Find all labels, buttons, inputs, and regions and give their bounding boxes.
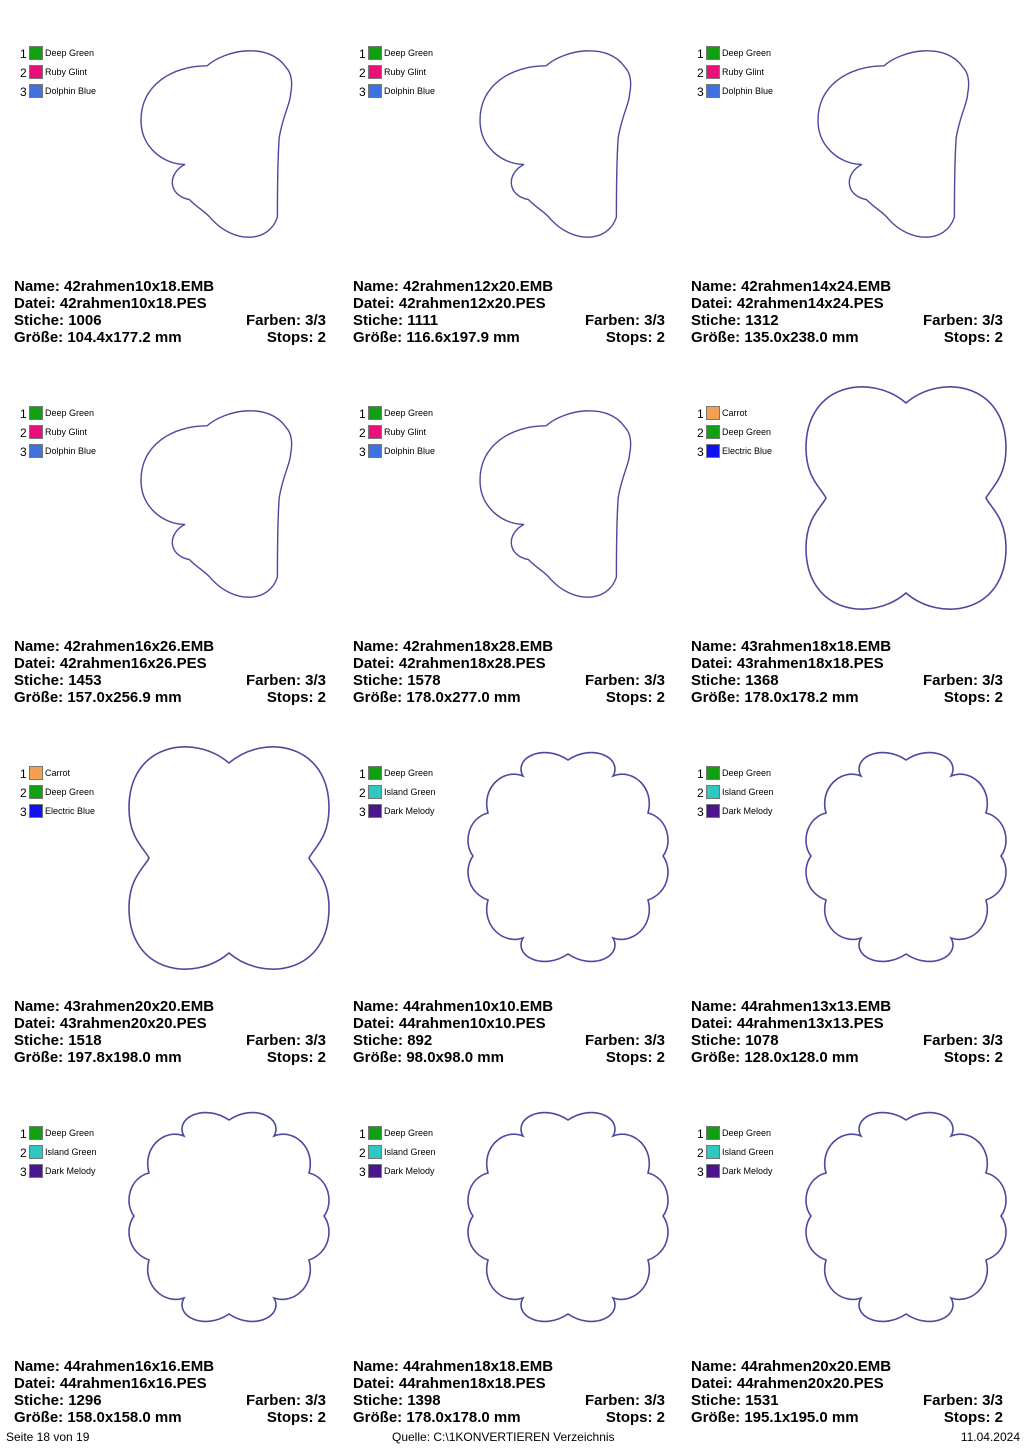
stitch-count: 892	[407, 1032, 433, 1049]
stops-label: Stops:	[266, 329, 314, 346]
design-size: 158.0x158.0 mm	[67, 1409, 182, 1426]
cloud-shape-outline	[791, 18, 1021, 258]
stitches-label: Stiche:	[691, 1032, 742, 1049]
color-swatch	[29, 406, 43, 420]
design-card	[353, 18, 683, 368]
thread-color-name: Island Green	[45, 1147, 97, 1157]
thread-color-name: Deep Green	[45, 787, 95, 797]
design-info	[691, 638, 1003, 706]
stops-label: Stops:	[943, 1049, 991, 1066]
file-label: Datei:	[14, 295, 56, 312]
color-index: 2	[359, 1146, 366, 1160]
color-index: 2	[20, 426, 27, 440]
name-label: Name:	[353, 998, 399, 1015]
quatrefoil-shape-outline	[114, 738, 344, 978]
colors-count: 3/3	[982, 1032, 1003, 1049]
thread-color-name: Dolphin Blue	[384, 446, 436, 456]
stops-label: Stops:	[605, 329, 653, 346]
design-name: 44rahmen13x13.EMB	[741, 998, 892, 1015]
design-name: 44rahmen10x10.EMB	[403, 998, 554, 1015]
thread-color-name: Carrot	[45, 768, 71, 778]
color-swatch	[368, 65, 382, 79]
quatrefoil-shape-outline	[791, 378, 1021, 618]
color-swatch	[368, 804, 382, 818]
cloud-shape-outline	[453, 18, 683, 258]
stitches-label: Stiche:	[691, 672, 742, 689]
thread-color-name: Deep Green	[384, 48, 434, 58]
color-swatch	[368, 46, 382, 60]
stitches-label: Stiche:	[14, 672, 65, 689]
thread-color-name: Ruby Glint	[384, 67, 427, 77]
color-swatch	[29, 46, 43, 60]
design-name: 42rahmen14x24.EMB	[741, 278, 892, 295]
thread-color-name: Dolphin Blue	[722, 86, 774, 96]
color-swatch	[706, 1164, 720, 1178]
design-file: 44rahmen18x18.PES	[398, 1375, 546, 1392]
design-card	[14, 378, 344, 728]
color-index: 3	[359, 1165, 366, 1179]
design-name: 43rahmen18x18.EMB	[741, 638, 892, 655]
color-index: 2	[697, 66, 704, 80]
design-info	[14, 1358, 326, 1426]
color-index: 3	[20, 1165, 27, 1179]
stops-count: 2	[656, 1409, 665, 1426]
stops-label: Stops:	[943, 329, 991, 346]
name-label: Name:	[14, 998, 60, 1015]
file-label: Datei:	[353, 295, 395, 312]
stitches-label: Stiche:	[353, 1392, 404, 1409]
file-label: Datei:	[353, 1015, 395, 1032]
color-index: 3	[20, 805, 27, 819]
stops-count: 2	[994, 689, 1003, 706]
stitches-label: Stiche:	[353, 1032, 404, 1049]
design-size: 178.0x178.0 mm	[406, 1409, 521, 1426]
stops-label: Stops:	[266, 689, 314, 706]
name-label: Name:	[353, 278, 399, 295]
stitch-count: 1453	[68, 672, 102, 689]
thread-color-name: Island Green	[384, 1147, 436, 1157]
color-index: 1	[20, 407, 27, 421]
stitches-label: Stiche:	[14, 1032, 65, 1049]
design-size: 197.8x198.0 mm	[67, 1049, 182, 1066]
color-index: 3	[697, 85, 704, 99]
thread-color-name: Dark Melody	[722, 1166, 773, 1176]
thread-color-name: Dark Melody	[384, 1166, 435, 1176]
thread-color-name: Deep Green	[384, 768, 434, 778]
colors-label: Farben:	[922, 672, 978, 689]
thread-color-name: Deep Green	[45, 48, 95, 58]
thread-color-name: Ruby Glint	[45, 427, 88, 437]
stitch-count: 1078	[745, 1032, 779, 1049]
colors-count: 3/3	[982, 672, 1003, 689]
color-swatch	[706, 1126, 720, 1140]
design-card	[353, 1098, 683, 1448]
color-swatch	[29, 785, 43, 799]
file-label: Datei:	[353, 655, 395, 672]
colors-count: 3/3	[644, 1032, 665, 1049]
design-name: 44rahmen16x16.EMB	[64, 1358, 215, 1375]
stops-count: 2	[994, 1049, 1003, 1066]
stops-count: 2	[317, 1409, 326, 1426]
thread-color-name: Dolphin Blue	[45, 86, 97, 96]
page-footer	[0, 1428, 1024, 1446]
page-number: Seite 18 von 19	[6, 1430, 90, 1444]
color-index: 2	[20, 1146, 27, 1160]
color-swatch	[706, 84, 720, 98]
file-label: Datei:	[14, 1015, 56, 1032]
stitches-label: Stiche:	[353, 672, 404, 689]
stops-label: Stops:	[943, 1409, 991, 1426]
color-swatch	[706, 65, 720, 79]
design-card	[14, 738, 344, 1088]
color-swatch	[29, 84, 43, 98]
colors-count: 3/3	[305, 1392, 326, 1409]
color-index: 3	[697, 445, 704, 459]
stitch-count: 1006	[68, 312, 102, 329]
stops-count: 2	[317, 1049, 326, 1066]
scalloped-flower-outline	[791, 1098, 1021, 1338]
cloud-shape-outline	[114, 18, 344, 258]
source-path: Quelle: C:\1KONVERTIEREN Verzeichnis	[392, 1430, 615, 1444]
stops-label: Stops:	[266, 1049, 314, 1066]
color-index: 1	[20, 767, 27, 781]
color-index: 2	[359, 786, 366, 800]
size-label: Größe:	[691, 329, 741, 346]
design-info	[691, 278, 1003, 346]
print-date: 11.04.2024	[960, 1430, 1020, 1444]
name-label: Name:	[691, 1358, 737, 1375]
colors-label: Farben:	[584, 1032, 640, 1049]
file-label: Datei:	[691, 295, 733, 312]
size-label: Größe:	[14, 1049, 64, 1066]
design-file: 42rahmen14x24.PES	[736, 295, 884, 312]
colors-count: 3/3	[982, 312, 1003, 329]
color-swatch	[706, 425, 720, 439]
file-label: Datei:	[353, 1375, 395, 1392]
design-size: 157.0x256.9 mm	[67, 689, 182, 706]
design-file: 43rahmen18x18.PES	[736, 655, 884, 672]
design-file: 42rahmen16x26.PES	[59, 655, 207, 672]
color-index: 2	[697, 1146, 704, 1160]
color-swatch	[29, 444, 43, 458]
color-swatch	[368, 84, 382, 98]
thread-color-name: Deep Green	[722, 48, 772, 58]
design-card	[14, 1098, 344, 1448]
stops-count: 2	[317, 329, 326, 346]
color-swatch	[29, 1145, 43, 1159]
color-swatch	[368, 785, 382, 799]
stitch-count: 1518	[68, 1032, 102, 1049]
color-swatch	[706, 46, 720, 60]
colors-count: 3/3	[305, 672, 326, 689]
thread-color-name: Deep Green	[722, 768, 772, 778]
design-name: 43rahmen20x20.EMB	[64, 998, 215, 1015]
thread-color-name: Ruby Glint	[722, 67, 765, 77]
design-file: 44rahmen10x10.PES	[398, 1015, 546, 1032]
colors-label: Farben:	[245, 1032, 301, 1049]
color-index: 1	[359, 1127, 366, 1141]
design-card	[691, 1098, 1021, 1448]
stops-label: Stops:	[266, 1409, 314, 1426]
color-index: 1	[20, 47, 27, 61]
color-index: 1	[697, 407, 704, 421]
design-file: 42rahmen10x18.PES	[59, 295, 207, 312]
design-card	[691, 738, 1021, 1088]
colors-label: Farben:	[584, 672, 640, 689]
color-index: 3	[359, 85, 366, 99]
design-file: 43rahmen20x20.PES	[59, 1015, 207, 1032]
stitches-label: Stiche:	[14, 312, 65, 329]
design-card	[14, 18, 344, 368]
stitch-count: 1312	[745, 312, 779, 329]
color-swatch	[706, 444, 720, 458]
scalloped-flower-outline	[114, 1098, 344, 1338]
colors-count: 3/3	[644, 672, 665, 689]
color-index: 1	[697, 1127, 704, 1141]
color-index: 2	[697, 426, 704, 440]
design-file: 42rahmen12x20.PES	[398, 295, 546, 312]
name-label: Name:	[14, 638, 60, 655]
design-info	[691, 1358, 1003, 1426]
design-file: 44rahmen13x13.PES	[736, 1015, 884, 1032]
stops-count: 2	[994, 1409, 1003, 1426]
size-label: Größe:	[14, 689, 64, 706]
color-swatch	[368, 766, 382, 780]
design-name: 42rahmen16x26.EMB	[64, 638, 215, 655]
size-label: Größe:	[353, 329, 403, 346]
design-size: 178.0x277.0 mm	[406, 689, 521, 706]
thread-color-name: Island Green	[722, 787, 774, 797]
color-swatch	[706, 406, 720, 420]
thread-color-name: Deep Green	[722, 1128, 772, 1138]
file-label: Datei:	[691, 1375, 733, 1392]
stitch-count: 1578	[407, 672, 441, 689]
design-name: 44rahmen20x20.EMB	[741, 1358, 892, 1375]
file-label: Datei:	[14, 1375, 56, 1392]
stops-count: 2	[317, 689, 326, 706]
stitches-label: Stiche:	[691, 312, 742, 329]
design-file: 44rahmen16x16.PES	[59, 1375, 207, 1392]
color-swatch	[29, 425, 43, 439]
thread-color-name: Dark Melody	[722, 806, 773, 816]
stops-label: Stops:	[605, 689, 653, 706]
design-size: 104.4x177.2 mm	[67, 329, 182, 346]
thread-color-name: Carrot	[722, 408, 748, 418]
design-info	[353, 278, 665, 346]
color-swatch	[29, 1164, 43, 1178]
design-file: 44rahmen20x20.PES	[736, 1375, 884, 1392]
color-index: 1	[697, 767, 704, 781]
color-swatch	[368, 1164, 382, 1178]
thread-color-name: Electric Blue	[722, 446, 773, 456]
color-swatch	[29, 804, 43, 818]
colors-count: 3/3	[305, 312, 326, 329]
stitch-count: 1398	[407, 1392, 441, 1409]
stops-count: 2	[994, 329, 1003, 346]
thread-color-name: Dolphin Blue	[384, 86, 436, 96]
color-index: 2	[359, 426, 366, 440]
design-size: 178.0x178.2 mm	[744, 689, 859, 706]
size-label: Größe:	[353, 1049, 403, 1066]
design-name: 42rahmen12x20.EMB	[403, 278, 554, 295]
stops-count: 2	[656, 329, 665, 346]
size-label: Größe:	[14, 1409, 64, 1426]
cloud-shape-outline	[453, 378, 683, 618]
colors-count: 3/3	[644, 1392, 665, 1409]
stitch-count: 1368	[745, 672, 779, 689]
color-index: 1	[359, 767, 366, 781]
colors-count: 3/3	[982, 1392, 1003, 1409]
color-index: 3	[359, 805, 366, 819]
thread-color-name: Ruby Glint	[45, 67, 88, 77]
design-card	[353, 738, 683, 1088]
color-swatch	[368, 444, 382, 458]
name-label: Name:	[353, 1358, 399, 1375]
name-label: Name:	[691, 278, 737, 295]
stops-label: Stops:	[605, 1409, 653, 1426]
color-swatch	[706, 1145, 720, 1159]
design-card	[691, 378, 1021, 728]
color-index: 3	[697, 805, 704, 819]
stitch-count: 1296	[68, 1392, 102, 1409]
thread-color-name: Island Green	[722, 1147, 774, 1157]
thread-color-name: Deep Green	[384, 408, 434, 418]
thread-color-name: Ruby Glint	[384, 427, 427, 437]
colors-label: Farben:	[922, 1392, 978, 1409]
scalloped-flower-outline	[791, 738, 1021, 978]
design-name: 42rahmen10x18.EMB	[64, 278, 215, 295]
design-size: 128.0x128.0 mm	[744, 1049, 859, 1066]
design-size: 98.0x98.0 mm	[406, 1049, 504, 1066]
color-swatch	[706, 766, 720, 780]
color-index: 3	[20, 85, 27, 99]
color-index: 2	[20, 66, 27, 80]
design-card	[691, 18, 1021, 368]
stops-label: Stops:	[605, 1049, 653, 1066]
color-swatch	[706, 785, 720, 799]
design-info	[353, 1358, 665, 1426]
colors-count: 3/3	[305, 1032, 326, 1049]
color-index: 3	[697, 1165, 704, 1179]
name-label: Name:	[691, 638, 737, 655]
stitch-count: 1111	[407, 312, 439, 329]
name-label: Name:	[353, 638, 399, 655]
colors-label: Farben:	[584, 312, 640, 329]
stops-count: 2	[656, 689, 665, 706]
color-index: 1	[20, 1127, 27, 1141]
size-label: Größe:	[691, 1409, 741, 1426]
colors-label: Farben:	[245, 312, 301, 329]
size-label: Größe:	[691, 689, 741, 706]
size-label: Größe:	[353, 689, 403, 706]
design-info	[353, 998, 665, 1066]
color-index: 2	[20, 786, 27, 800]
stitches-label: Stiche:	[691, 1392, 742, 1409]
file-label: Datei:	[691, 1015, 733, 1032]
design-card	[353, 378, 683, 728]
name-label: Name:	[14, 278, 60, 295]
color-swatch	[706, 804, 720, 818]
design-info	[14, 278, 326, 346]
thread-color-name: Electric Blue	[45, 806, 96, 816]
stitches-label: Stiche:	[353, 312, 404, 329]
colors-label: Farben:	[584, 1392, 640, 1409]
design-name: 44rahmen18x18.EMB	[403, 1358, 554, 1375]
design-name: 42rahmen18x28.EMB	[403, 638, 554, 655]
color-swatch	[29, 766, 43, 780]
size-label: Größe:	[691, 1049, 741, 1066]
color-index: 3	[20, 445, 27, 459]
colors-label: Farben:	[245, 1392, 301, 1409]
thread-color-name: Dark Melody	[45, 1166, 96, 1176]
color-index: 2	[697, 786, 704, 800]
thread-color-name: Dark Melody	[384, 806, 435, 816]
color-swatch	[368, 1126, 382, 1140]
cloud-shape-outline	[114, 378, 344, 618]
color-swatch	[368, 406, 382, 420]
color-swatch	[29, 1126, 43, 1140]
name-label: Name:	[14, 1358, 60, 1375]
thread-color-name: Deep Green	[45, 408, 95, 418]
stitches-label: Stiche:	[14, 1392, 65, 1409]
color-index: 1	[359, 47, 366, 61]
color-index: 2	[359, 66, 366, 80]
design-info	[353, 638, 665, 706]
stitch-count: 1531	[745, 1392, 779, 1409]
color-swatch	[368, 1145, 382, 1159]
scalloped-flower-outline	[453, 738, 683, 978]
design-size: 135.0x238.0 mm	[744, 329, 859, 346]
scalloped-flower-outline	[453, 1098, 683, 1338]
design-file: 42rahmen18x28.PES	[398, 655, 546, 672]
file-label: Datei:	[691, 655, 733, 672]
colors-label: Farben:	[922, 1032, 978, 1049]
stops-count: 2	[656, 1049, 665, 1066]
stops-label: Stops:	[943, 689, 991, 706]
size-label: Größe:	[353, 1409, 403, 1426]
design-info	[14, 998, 326, 1066]
color-swatch	[29, 65, 43, 79]
thread-color-name: Island Green	[384, 787, 436, 797]
design-size: 195.1x195.0 mm	[744, 1409, 859, 1426]
size-label: Größe:	[14, 329, 64, 346]
colors-label: Farben:	[245, 672, 301, 689]
color-index: 1	[697, 47, 704, 61]
name-label: Name:	[691, 998, 737, 1015]
thread-color-name: Deep Green	[384, 1128, 434, 1138]
thread-color-name: Deep Green	[722, 427, 772, 437]
design-size: 116.6x197.9 mm	[406, 329, 520, 346]
color-index: 3	[359, 445, 366, 459]
file-label: Datei:	[14, 655, 56, 672]
colors-count: 3/3	[644, 312, 665, 329]
color-swatch	[368, 425, 382, 439]
color-index: 1	[359, 407, 366, 421]
design-info	[691, 998, 1003, 1066]
design-info	[14, 638, 326, 706]
thread-color-name: Deep Green	[45, 1128, 95, 1138]
thread-color-name: Dolphin Blue	[45, 446, 97, 456]
colors-label: Farben:	[922, 312, 978, 329]
